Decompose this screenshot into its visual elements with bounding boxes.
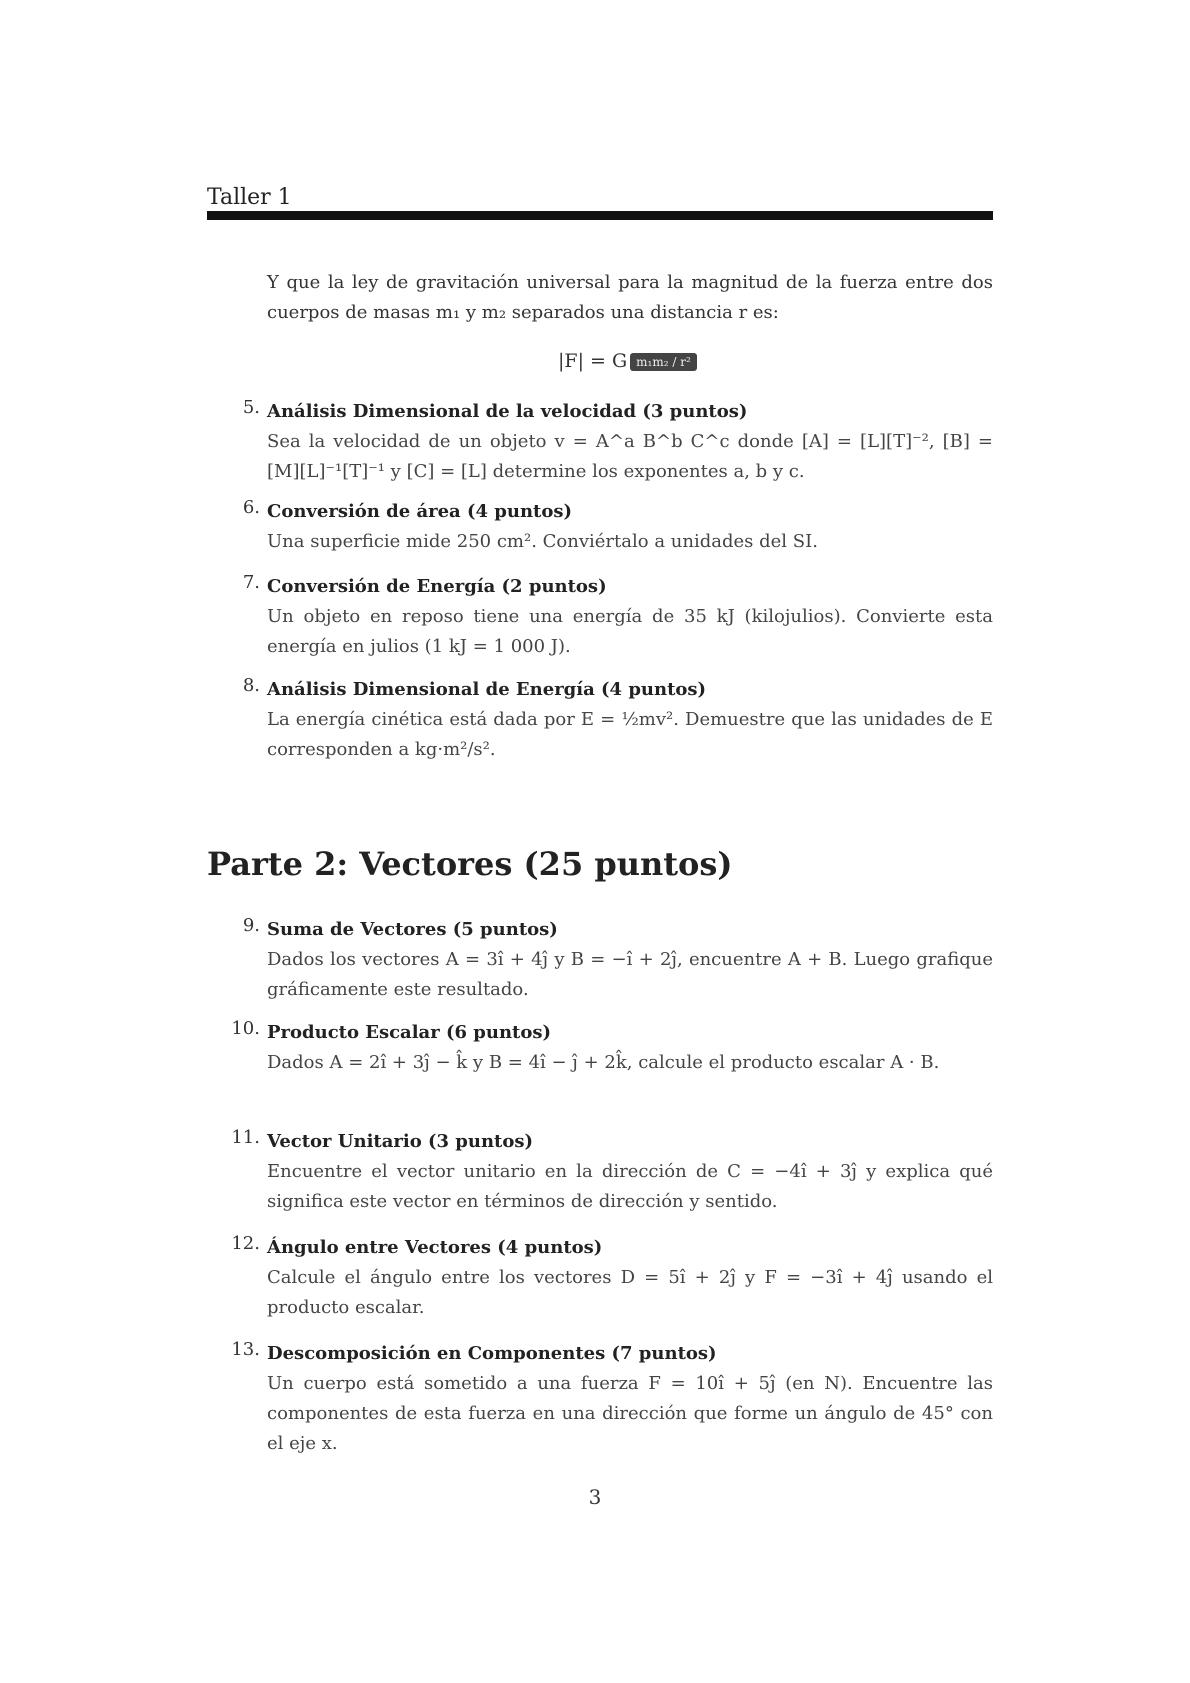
exercise-body: La energía cinética está dada por E = ½mv². Demuestre que las unidades de E corresponden a kg·m²/s². [267,709,993,760]
running-header: Taller 1 [207,185,292,210]
exercise-number: 9. [242,915,260,936]
exercise-7 [210,572,993,662]
exercise-number: 8. [242,675,260,696]
exercise-11 [210,1127,993,1217]
exercise-number: 12. [231,1233,260,1254]
formula-fraction: m₁m₂ / r² [630,353,697,371]
exercise-title: Suma de Vectores (5 puntos) [267,919,558,940]
exercise-number: 10. [231,1018,260,1039]
formula-lhs: |F| = G [558,350,628,372]
exercise-title: Descomposición en Componentes (7 puntos) [267,1343,717,1364]
exercise-title: Análisis Dimensional de Energía (4 puntos) [267,679,707,700]
exercise-body: Encuentre el vector unitario en la dirección de C = −4î + 3ĵ y explica qué significa este vector en términos de dirección y sentido. [267,1161,993,1212]
exercise-title: Ángulo entre Vectores (4 puntos) [267,1237,603,1258]
exercise-number: 13. [231,1339,260,1360]
exercise-title: Vector Unitario (3 puntos) [267,1131,534,1152]
exercise-title: Análisis Dimensional de la velocidad (3 puntos) [267,401,748,422]
exercise-6 [210,497,993,557]
exercise-body: Un cuerpo está sometido a una fuerza F = 10î + 5ĵ (en N). Encuentre las componentes de esta fuerza en una dirección que forme un ángulo de 45° con el eje x. [267,1373,993,1454]
exercise-title: Conversión de área (4 puntos) [267,501,573,522]
exercise-body: Calcule el ángulo entre los vectores D = 5î + 2ĵ y F = −3î + 4ĵ usando el producto escalar. [267,1267,993,1318]
exercise-title: Conversión de Energía (2 puntos) [267,576,607,597]
exercise-5 [210,397,993,487]
exercise-number: 6. [242,497,260,518]
exercise-number: 7. [242,572,260,593]
exercise-10 [210,1018,993,1078]
exercise-8 [210,675,993,765]
exercise-body: Dados los vectores A = 3î + 4ĵ y B = −î + 2ĵ, encuentre A + B. Luego grafique gráficamente este resultado. [267,949,993,1000]
exercise-title: Producto Escalar (6 puntos) [267,1022,552,1043]
exercise-13 [210,1339,993,1459]
exercise-body: Una superficie mide 250 cm². Conviértalo a unidades del SI. [267,531,818,552]
exercise-body: Dados A = 2î + 3ĵ − k̂ y B = 4î − ĵ + 2k̂, calcule el producto escalar A · B. [267,1052,940,1073]
page-number: 3 [588,1485,602,1509]
exercise-12 [210,1233,993,1323]
exercise-number: 11. [231,1127,260,1148]
exercise-9 [210,915,993,1005]
gravitation-formula [558,350,697,372]
intro-paragraph: Y que la ley de gravitación universal para la magnitud de la fuerza entre dos cuerpos de masas m₁ y m₂ separados una distancia r es: [267,272,993,323]
exercise-number: 5. [242,397,260,418]
header-rule [207,211,993,220]
section-heading-part-2: Parte 2: Vectores (25 puntos) [207,845,733,883]
exercise-body: Un objeto en reposo tiene una energía de 35 kJ (kilojulios). Convierte esta energía en julios (1 kJ = 1 000 J). [267,606,993,657]
exercise-body: Sea la velocidad de un objeto v = A^a B^b C^c donde [A] = [L][T]⁻², [B] = [M][L]⁻¹[T]⁻¹ y [C] = [L] determine los exponentes a, b y c. [267,431,993,482]
